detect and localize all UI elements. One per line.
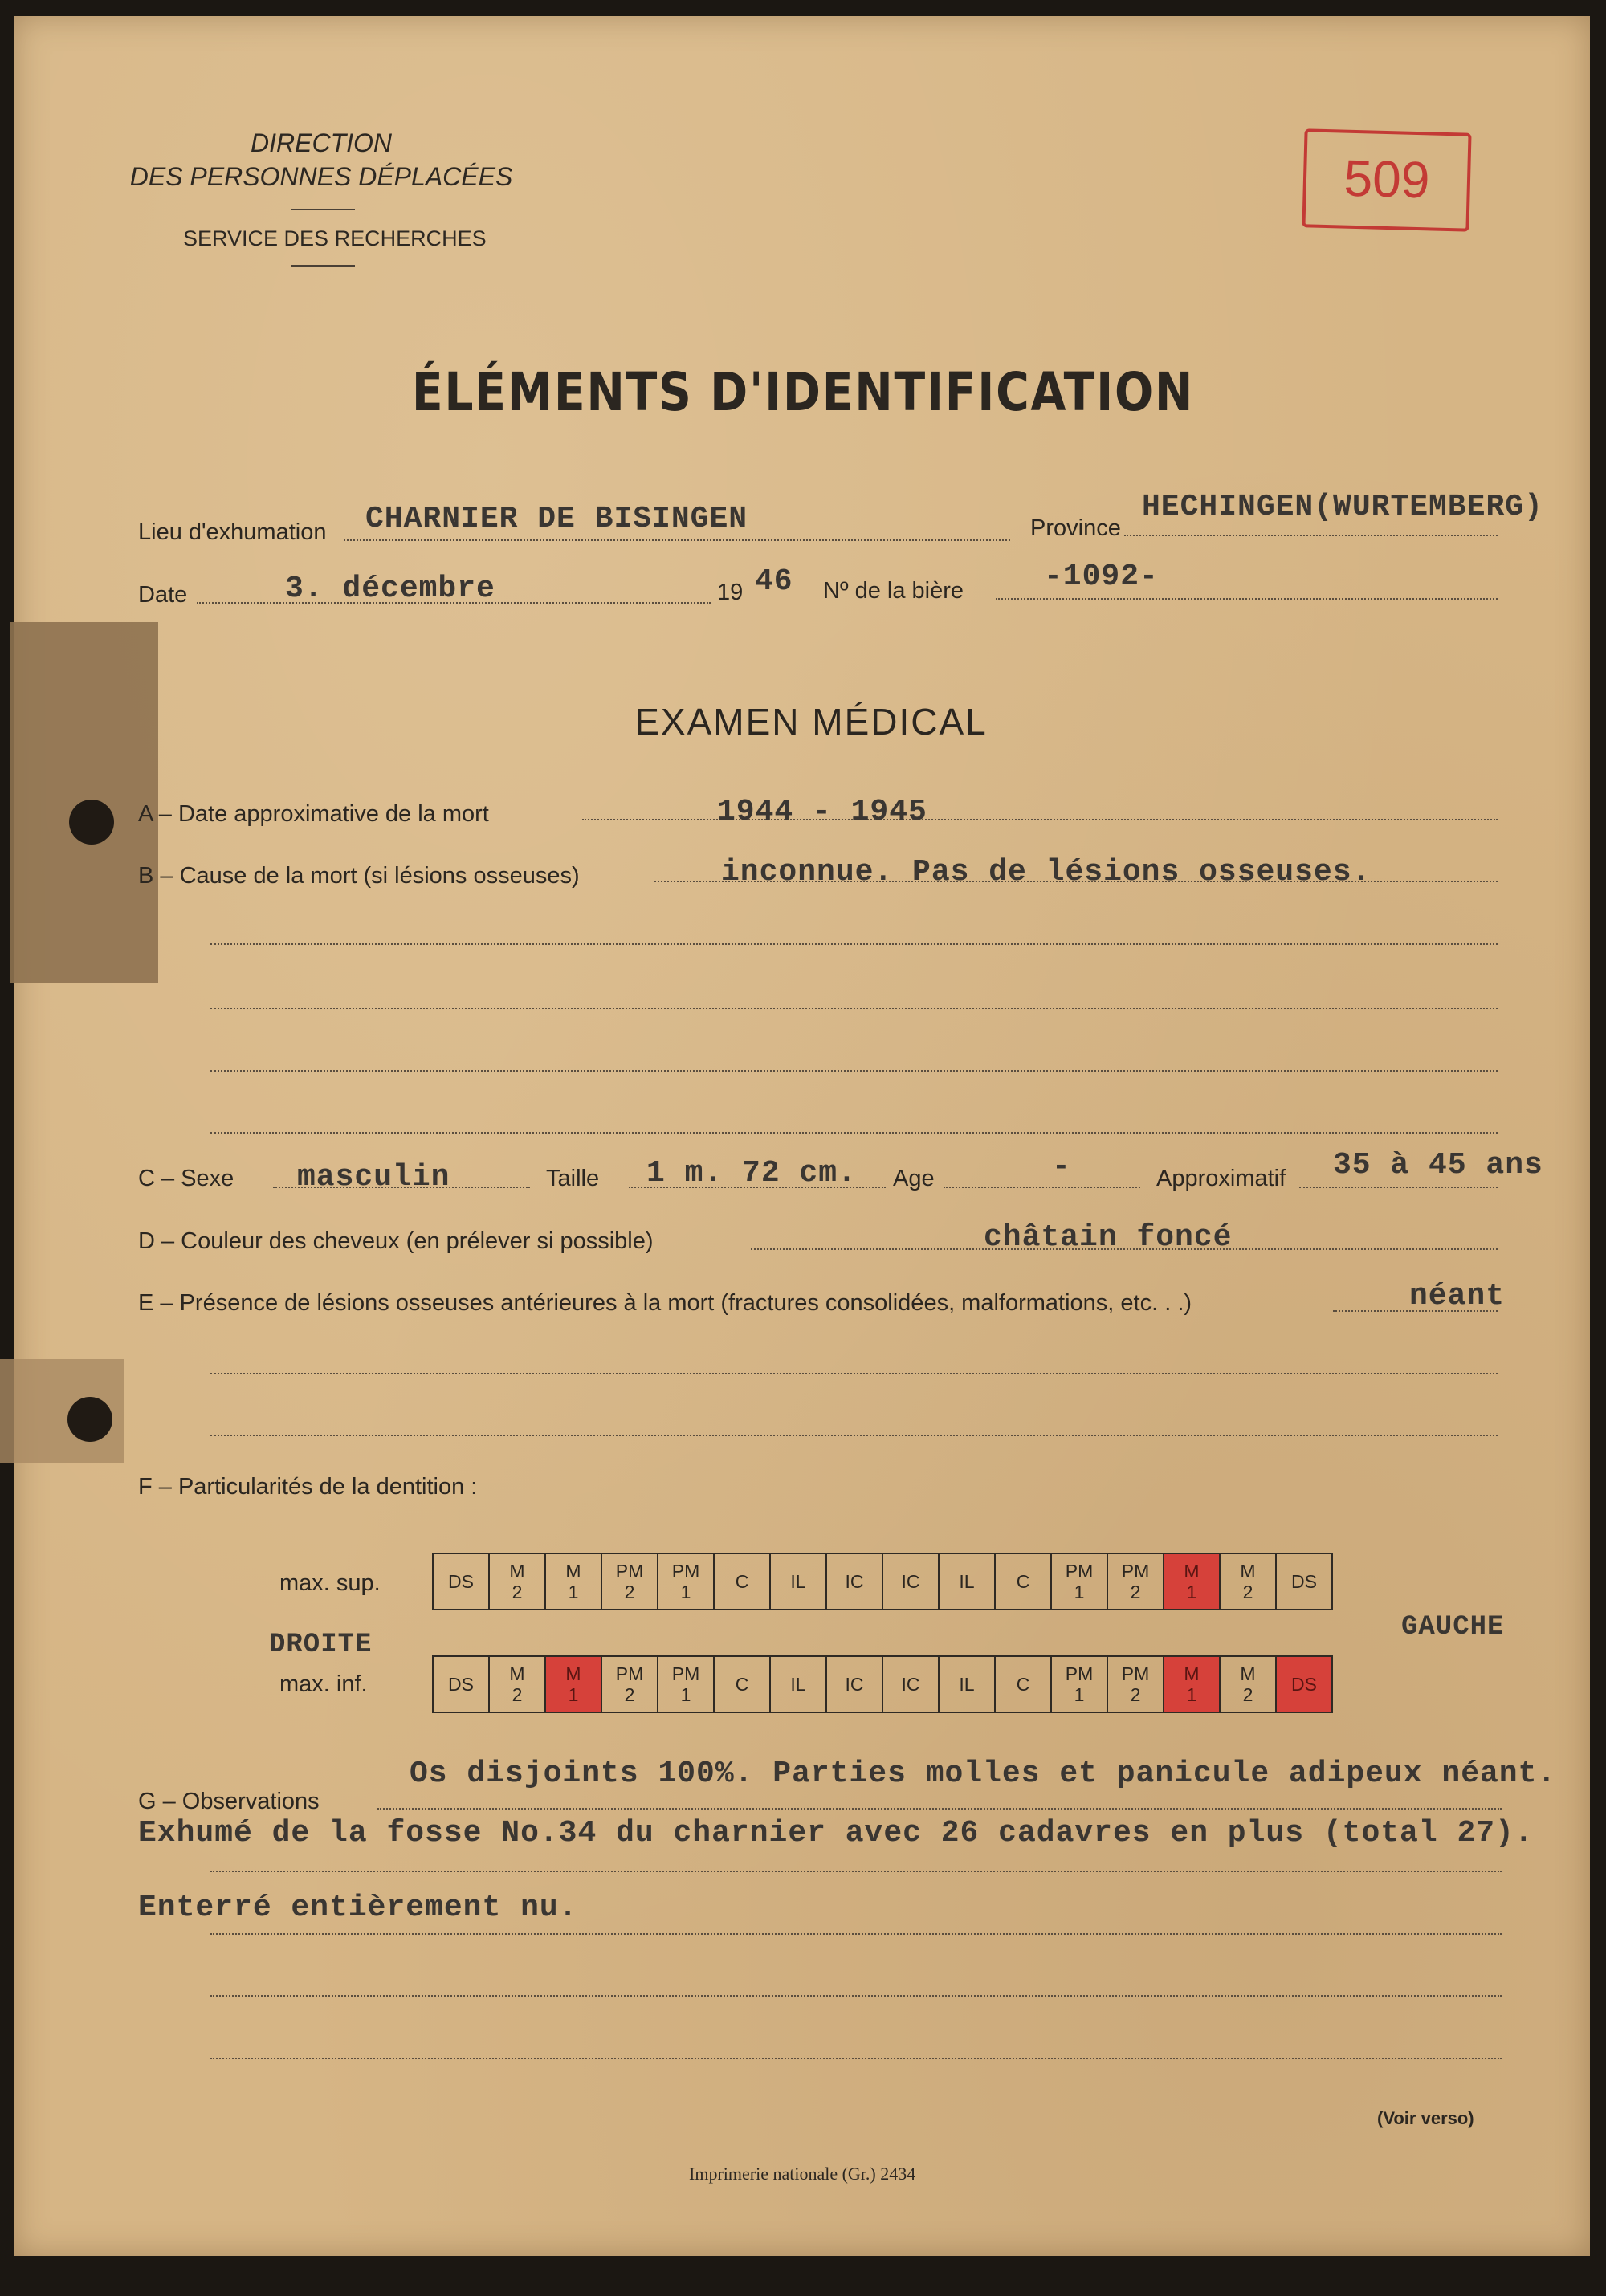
tooth-number: 2: [512, 1582, 523, 1602]
obs-line-1: Os disjoints 100%. Parties molles et panicule adipeux néant.: [410, 1757, 1557, 1791]
max-sup-label: max. sup.: [279, 1570, 381, 1596]
tooth-type: DS: [1291, 1674, 1317, 1695]
tooth-type: M: [1184, 1663, 1200, 1684]
tooth-type: C: [1016, 1571, 1030, 1592]
punch-hole-upper: [69, 800, 114, 845]
field-c-age-value: -: [1052, 1150, 1071, 1184]
tooth-type: PM: [1121, 1561, 1150, 1582]
tooth-type: PM: [615, 1561, 644, 1582]
tooth-cell-inf-12: [1107, 1656, 1164, 1712]
tooth-type: DS: [1291, 1571, 1317, 1592]
field-c-taille-value: 1 m. 72 cm.: [646, 1156, 857, 1191]
tooth-type: M: [565, 1561, 581, 1582]
field-b-extra-line-2: [210, 1008, 1498, 1009]
tooth-number: 2: [1130, 1684, 1141, 1705]
tooth-type: C: [735, 1674, 749, 1695]
tooth-cell-sup-15: [1276, 1553, 1332, 1610]
tooth-number: 2: [1242, 1582, 1253, 1602]
tooth-cell-sup-9: [939, 1553, 995, 1610]
tooth-cell-inf-13: [1164, 1656, 1220, 1712]
tooth-cell-inf-7: [826, 1656, 882, 1712]
punch-hole-lower: [67, 1397, 112, 1442]
tooth-cell-inf-10: [995, 1656, 1051, 1712]
imprimerie-footer: Imprimerie nationale (Gr.) 2434: [689, 2164, 916, 2184]
tooth-type: M: [509, 1663, 525, 1684]
field-c-approx-dotline: [1299, 1187, 1498, 1188]
tooth-type: M: [509, 1561, 525, 1582]
tooth-cell-sup-13: [1164, 1553, 1220, 1610]
tooth-cell-inf-15: [1276, 1656, 1332, 1712]
field-b-value: inconnue. Pas de lésions osseuses.: [721, 855, 1372, 889]
tooth-type: M: [1240, 1561, 1256, 1582]
tooth-cell-inf-4: [658, 1656, 714, 1712]
header-divider-top: [291, 209, 355, 210]
field-a-label: A – Date approximative de la mort: [138, 801, 489, 827]
field-d-label: D – Couleur des cheveux (en prélever si possible): [138, 1228, 654, 1254]
tooth-cell-sup-11: [1051, 1553, 1107, 1610]
tooth-cell-inf-5: [714, 1656, 770, 1712]
tooth-cell-sup-4: [658, 1553, 714, 1610]
province-dotline: [1124, 535, 1498, 536]
tooth-number: 1: [1186, 1684, 1197, 1705]
field-b-extra-line-1: [210, 943, 1498, 945]
tooth-number: 1: [1186, 1582, 1197, 1602]
field-b-extra-line-4: [210, 1132, 1498, 1134]
tooth-cell-inf-8: [882, 1656, 939, 1712]
tooth-cell-sup-1: [489, 1553, 545, 1610]
field-d-value: châtain foncé: [984, 1220, 1233, 1255]
tooth-type: DS: [448, 1674, 474, 1695]
tooth-number: 1: [680, 1684, 691, 1705]
max-inf-label: max. inf.: [279, 1671, 368, 1697]
tooth-cell-inf-6: [770, 1656, 826, 1712]
tooth-cell-sup-10: [995, 1553, 1051, 1610]
lieu-label: Lieu d'exhumation: [138, 519, 327, 545]
obs-dotline-3: [210, 1933, 1502, 1935]
tooth-cell-inf-11: [1051, 1656, 1107, 1712]
header-service: SERVICE DES RECHERCHES: [183, 226, 487, 250]
tooth-cell-sup-14: [1220, 1553, 1276, 1610]
tooth-number: 2: [1242, 1684, 1253, 1705]
field-c-age-dotline: [944, 1187, 1140, 1188]
tooth-number: 1: [1074, 1582, 1085, 1602]
tooth-cell-inf-14: [1220, 1656, 1276, 1712]
tooth-type: IL: [959, 1571, 975, 1592]
field-a-value: 1944 - 1945: [717, 795, 927, 829]
province-value: HECHINGEN(WURTEMBERG): [1142, 490, 1543, 524]
tooth-type: PM: [615, 1663, 644, 1684]
tooth-type: PM: [671, 1663, 700, 1684]
obs-dotline-1: [377, 1808, 1502, 1810]
tooth-type: PM: [671, 1561, 700, 1582]
obs-line-3: Enterré entièrement nu.: [138, 1891, 578, 1925]
tooth-type: IC: [845, 1571, 864, 1592]
tooth-type: M: [1240, 1663, 1256, 1684]
header-personnes: DES PERSONNES DÉPLACÉES: [129, 162, 513, 191]
province-label: Province: [1030, 515, 1121, 541]
tooth-cell-inf-3: [601, 1656, 658, 1712]
section-heading-examen: EXAMEN MÉDICAL: [634, 701, 988, 743]
tooth-cell-sup-12: [1107, 1553, 1164, 1610]
tooth-type: IL: [959, 1674, 975, 1695]
field-c-age-label: Age: [893, 1166, 935, 1191]
tooth-type: PM: [1065, 1561, 1094, 1582]
tooth-cell-sup-0: [433, 1553, 489, 1610]
tooth-cell-inf-1: [489, 1656, 545, 1712]
tooth-number: 2: [1130, 1582, 1141, 1602]
voir-verso: (Voir verso): [1377, 2108, 1474, 2128]
tooth-type: PM: [1121, 1663, 1150, 1684]
tooth-cell-sup-5: [714, 1553, 770, 1610]
biere-value: -1092-: [1044, 560, 1159, 594]
date-label: Date: [138, 582, 188, 608]
tooth-cell-sup-3: [601, 1553, 658, 1610]
tooth-type: IC: [845, 1674, 864, 1695]
biere-dotline: [996, 598, 1498, 600]
tooth-type: DS: [448, 1571, 474, 1592]
tooth-cell-inf-2: [545, 1656, 601, 1712]
field-e-label: E – Présence de lésions osseuses antérieures à la mort (fractures consolidées, malformations, etc. . .): [138, 1290, 1192, 1316]
field-e-extra-line-2: [210, 1435, 1498, 1436]
tooth-number: 1: [568, 1684, 579, 1705]
tooth-cell-sup-7: [826, 1553, 882, 1610]
tooth-number: 1: [1074, 1684, 1085, 1705]
tooth-type: PM: [1065, 1663, 1094, 1684]
droite-label: DROITE: [269, 1630, 373, 1660]
tooth-cell-sup-6: [770, 1553, 826, 1610]
file-number-stamp: 509: [1302, 128, 1471, 231]
tooth-type: IC: [901, 1571, 920, 1592]
dental-chart-upper: [432, 1553, 1333, 1610]
field-b-extra-line-3: [210, 1070, 1498, 1072]
field-c-approx-label: Approximatif: [1156, 1166, 1286, 1191]
tooth-number: 1: [680, 1582, 691, 1602]
field-b-label: B – Cause de la mort (si lésions osseuses): [138, 863, 580, 889]
field-c-approx-value: 35 à 45 ans: [1333, 1148, 1543, 1183]
obs-dotline-5: [210, 2058, 1502, 2059]
tooth-number: 2: [624, 1684, 635, 1705]
tooth-number: 2: [512, 1684, 523, 1705]
tooth-number: 2: [624, 1582, 635, 1602]
tooth-type: M: [1184, 1561, 1200, 1582]
obs-line-2: Exhumé de la fosse No.34 du charnier avec 26 cadavres en plus (total 27).: [138, 1816, 1534, 1850]
field-c-sexe-value: masculin: [297, 1160, 450, 1195]
year-prefix: 19: [717, 580, 744, 605]
field-e-extra-line-1: [210, 1373, 1498, 1374]
obs-dotline-2: [210, 1871, 1502, 1872]
tooth-number: 1: [568, 1582, 579, 1602]
gauche-label: GAUCHE: [1401, 1612, 1505, 1643]
tooth-type: IC: [901, 1674, 920, 1695]
field-g-label: G – Observations: [138, 1789, 320, 1814]
tooth-cell-sup-2: [545, 1553, 601, 1610]
biere-label: Nº de la bière: [823, 578, 964, 604]
field-c-taille-label: Taille: [546, 1166, 600, 1191]
tooth-type: C: [735, 1571, 749, 1592]
tooth-cell-inf-9: [939, 1656, 995, 1712]
tooth-type: IL: [790, 1571, 806, 1592]
tooth-type: M: [565, 1663, 581, 1684]
field-e-value: néant: [1409, 1279, 1506, 1313]
lieu-value: CHARNIER DE BISINGEN: [365, 502, 748, 536]
year-value: 46: [755, 564, 793, 599]
tooth-cell-inf-0: [433, 1656, 489, 1712]
field-c-sexe-label: C – Sexe: [138, 1166, 234, 1191]
tooth-cell-sup-8: [882, 1553, 939, 1610]
lieu-dotline: [344, 539, 1010, 541]
tooth-type: IL: [790, 1674, 806, 1695]
header-divider-bottom: [291, 265, 355, 267]
header-direction: DIRECTION: [251, 128, 392, 157]
field-f-label: F – Particularités de la dentition :: [138, 1474, 478, 1500]
tooth-type: C: [1016, 1674, 1030, 1695]
date-value: 3. décembre: [285, 572, 495, 606]
dental-chart-lower: [432, 1655, 1333, 1713]
obs-dotline-4: [210, 1995, 1502, 1997]
page-title: ÉLÉMENTS D'IDENTIFICATION: [411, 361, 1195, 423]
